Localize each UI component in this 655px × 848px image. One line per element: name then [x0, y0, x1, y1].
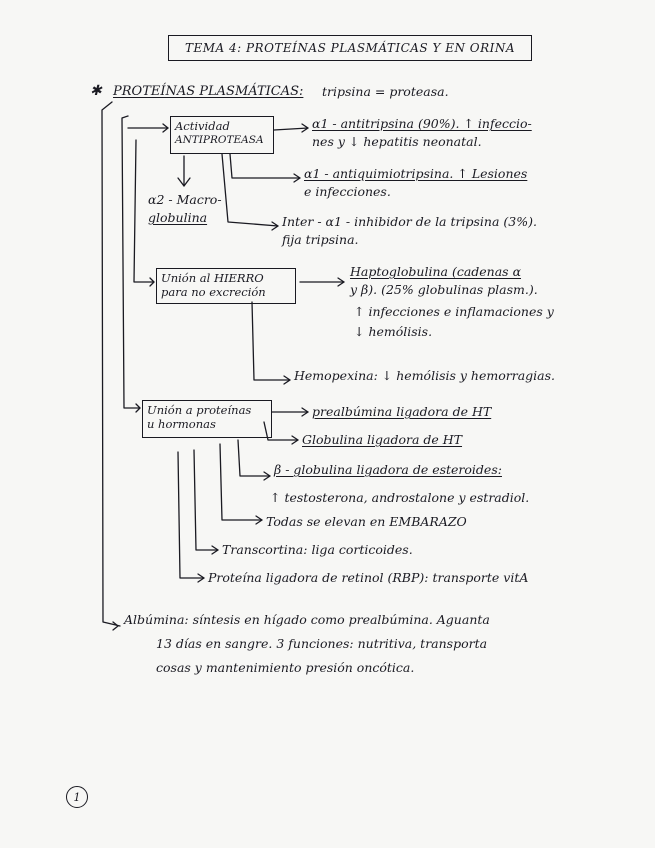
- albumina-line3: cosas y mantenimiento presión oncótica.: [156, 660, 415, 675]
- iron-box-line2: para no excreción: [161, 285, 266, 299]
- hemopexina-line: Hemopexina: ↓ hemólisis y hemorragias.: [294, 368, 555, 383]
- iron-box-line1: Unión al HIERRO: [161, 271, 264, 285]
- embarazo-line: Todas se elevan en EMBARAZO: [266, 514, 467, 529]
- albumina-line2: 13 días en sangre. 3 funciones: nutritiva, transporta: [156, 636, 488, 651]
- prealbumina-line: prealbúmina ligadora de HT: [312, 404, 492, 419]
- haptoglobulina-line1: Haptoglobulina (cadenas α: [350, 264, 522, 279]
- antitripsina-line2: nes y ↓ hepatitis neonatal.: [312, 134, 482, 149]
- header-note: tripsina = proteasa.: [322, 84, 449, 99]
- haptoglobulina-line2: y β). (25% globulinas plasm.).: [350, 282, 538, 297]
- antiquimiotripsina-line2: e infecciones.: [304, 184, 391, 199]
- antitripsina-line1: α1 - antitripsina (90%). ↑ infeccio-: [312, 116, 532, 131]
- macroglobulina-line1: α2 - Macro-: [148, 192, 222, 207]
- globulina-ligadora-line: Globulina ligadora de HT: [302, 432, 463, 447]
- haptoglobulina-line3: ↑ infecciones e inflamaciones y: [354, 304, 554, 319]
- antiprotease-box: [170, 116, 274, 154]
- antiprotease-box-line1: Actividad: [175, 119, 230, 133]
- beta-globulina-line2: ↑ testosterona, androstalone y estradiol.: [270, 490, 530, 505]
- asterisk-icon: ✱: [90, 83, 102, 99]
- inter-alpha-line2: fija tripsina.: [282, 232, 359, 247]
- hormones-box-line2: u hormonas: [147, 417, 216, 431]
- antiprotease-box-line2: ANTIPROTEASA: [175, 134, 264, 146]
- beta-globulina-line1: β - globulina ligadora de esteroides:: [274, 462, 502, 477]
- page-number: 1: [66, 786, 88, 808]
- iron-box: [156, 268, 296, 304]
- page-title: TEMA 4: PROTEÍNAS PLASMÁTICAS Y EN ORINA: [168, 35, 532, 61]
- inter-alpha-line1: Inter - α1 - inhibidor de la tripsina (3%).: [282, 214, 537, 229]
- transcortina-line: Transcortina: liga corticoides.: [222, 542, 413, 557]
- section-heading: PROTEÍNAS PLASMÁTICAS:: [113, 84, 304, 99]
- macroglobulina-line2: globulina: [148, 210, 208, 225]
- hormones-box: [142, 400, 272, 438]
- haptoglobulina-line4: ↓ hemólisis.: [354, 324, 433, 339]
- rbp-line: Proteína ligadora de retinol (RBP): transporte vitA: [208, 570, 529, 585]
- antiquimiotripsina-line1: α1 - antiquimiotripsina. ↑ Lesiones: [304, 166, 528, 181]
- albumina-line1: Albúmina: síntesis en hígado como prealbúmina. Aguanta: [124, 612, 490, 627]
- hormones-box-line1: Unión a proteínas: [147, 403, 252, 417]
